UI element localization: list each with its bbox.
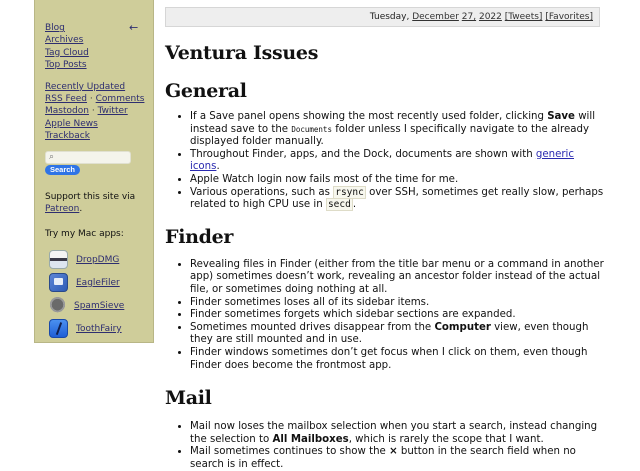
sidebar-link-blog[interactable]: Blog xyxy=(45,23,65,33)
list-item: • Finder windows sometimes don’t get focus when I click on them, even though Finder does become the frontmost app. xyxy=(190,347,605,372)
date-bar xyxy=(165,7,600,27)
list-item: • Finder sometimes forgets which sidebar sections are expanded. xyxy=(190,309,605,322)
bold-text: Computer xyxy=(434,321,491,333)
sidebar-link-twitter[interactable]: Twitter xyxy=(97,106,128,117)
support-text xyxy=(45,191,153,215)
app-link[interactable]: ToothFairy xyxy=(76,323,122,334)
app-link[interactable]: DropDMG xyxy=(76,254,120,265)
text: If a Save panel opens showing the most recently used folder, clicking xyxy=(190,111,548,122)
text: Throughout Finder, apps, and the Dock, documents are shown with xyxy=(190,148,536,160)
sidebar-nav-blog-row xyxy=(45,22,153,34)
separator: · xyxy=(89,94,93,105)
sidebar-link-mastodon[interactable]: Mastodon xyxy=(45,106,89,117)
text: . xyxy=(216,161,220,173)
period: . xyxy=(79,204,83,215)
text: Various operations, such as xyxy=(190,186,334,198)
bold-text: All Mailboxes xyxy=(272,433,349,445)
apps-list xyxy=(45,248,153,340)
text: button in the search field when no search is in effect. xyxy=(190,446,576,470)
spamsieve-icon xyxy=(49,297,66,314)
list-item xyxy=(190,322,605,347)
close-x-glyph: × xyxy=(389,446,398,458)
search-form xyxy=(45,151,153,176)
sidebar-link-trackback[interactable]: Trackback xyxy=(45,131,90,142)
text: Mail sometimes continues to show the xyxy=(190,446,390,458)
toothfairy-icon xyxy=(49,319,68,338)
general-issues-list xyxy=(165,111,605,212)
try-apps-label: Try my Mac apps: xyxy=(45,229,124,240)
sidebar-link-comments[interactable]: Comments xyxy=(95,94,145,105)
date-day-link[interactable]: 27, xyxy=(461,12,477,22)
tweets-link[interactable]: [Tweets] xyxy=(504,12,543,22)
code-text: Documents xyxy=(291,124,332,134)
search-icon: ⌕ xyxy=(49,151,55,162)
sidebar-link-recently-updated[interactable]: Recently Updated xyxy=(45,81,126,92)
separator: · xyxy=(91,106,95,117)
text: view, even though they are still mounted and in use. xyxy=(190,321,589,346)
list-item xyxy=(190,421,605,446)
app-link[interactable]: SpamSieve xyxy=(74,300,125,311)
code-text: secd xyxy=(327,199,351,211)
bold-text: Save xyxy=(547,111,575,122)
list-item: • Finder sometimes loses all of its sidebar items. xyxy=(190,297,605,310)
list-item: • Revealing files in Finder (either from the title bar menu or a command in another app) sometimes doesn’t work, revealing an ancestor folder instead of the actual file, or sometimes doing nothing at all. xyxy=(190,259,605,297)
text: Mail now loses the mailbox selection when you start a search, instead changing the selection to xyxy=(190,421,598,445)
list-item xyxy=(190,446,605,471)
eaglefiler-icon xyxy=(49,273,68,292)
favorites-link[interactable]: [Favorites] xyxy=(545,12,593,22)
list-item xyxy=(190,174,605,187)
app-item-dropdmg[interactable] xyxy=(45,248,153,271)
section-heading-mail: Mail xyxy=(165,387,212,410)
text: over SSH, sometimes get really slow, perhaps related to high CPU use in xyxy=(190,186,604,211)
article xyxy=(165,36,605,471)
text: will instead save to the xyxy=(190,111,596,135)
list-item xyxy=(190,111,605,149)
sidebar-link-rss-feed[interactable]: RSS Feed xyxy=(45,94,88,105)
code-text: rsync xyxy=(335,186,364,198)
finder-issues-list xyxy=(165,259,605,372)
text: , which is rarely the scope that I want. xyxy=(348,433,544,445)
app-link[interactable]: EagleFiler xyxy=(76,277,120,288)
search-input[interactable] xyxy=(45,151,131,164)
sidebar xyxy=(34,0,154,343)
app-item-eaglefiler[interactable] xyxy=(45,271,153,294)
spacer xyxy=(45,72,153,81)
date-weekday: Tuesday, xyxy=(369,12,410,22)
text: Apple Watch login now fails most of the time for me. xyxy=(190,173,459,185)
list-item xyxy=(190,149,605,174)
sidebar-link-archives[interactable]: Archives xyxy=(45,35,84,46)
dropdmg-icon xyxy=(49,250,68,269)
app-item-toothfairy[interactable] xyxy=(45,317,153,340)
section-heading-finder: Finder xyxy=(165,225,234,248)
date-year-link[interactable]: 2022 xyxy=(478,12,502,22)
mail-issues-list xyxy=(165,421,605,471)
search-button[interactable]: Search xyxy=(45,165,80,175)
app-item-spamsieve[interactable] xyxy=(45,294,153,317)
sidebar-link-tag-cloud[interactable]: Tag Cloud xyxy=(45,47,89,58)
generic-icons-link[interactable]: generic icons xyxy=(190,148,574,173)
date-month-link[interactable]: December xyxy=(412,12,459,22)
text: . xyxy=(352,199,357,211)
text: folder unless I specifically navigate to the already displayed folder manually. xyxy=(190,123,590,148)
list-item xyxy=(190,187,605,212)
sidebar-link-top-posts[interactable]: Top Posts xyxy=(45,60,87,71)
text: Sometimes mounted drives disappear from the xyxy=(190,321,435,333)
section-heading-general: General xyxy=(165,80,247,102)
support-label: Support this site via xyxy=(45,192,136,203)
sidebar-link-apple-news[interactable]: Apple News xyxy=(45,118,98,129)
patreon-link[interactable]: Patreon xyxy=(45,204,80,215)
article-title: Ventura Issues xyxy=(165,42,319,64)
back-arrow-icon[interactable]: ← xyxy=(129,21,139,34)
